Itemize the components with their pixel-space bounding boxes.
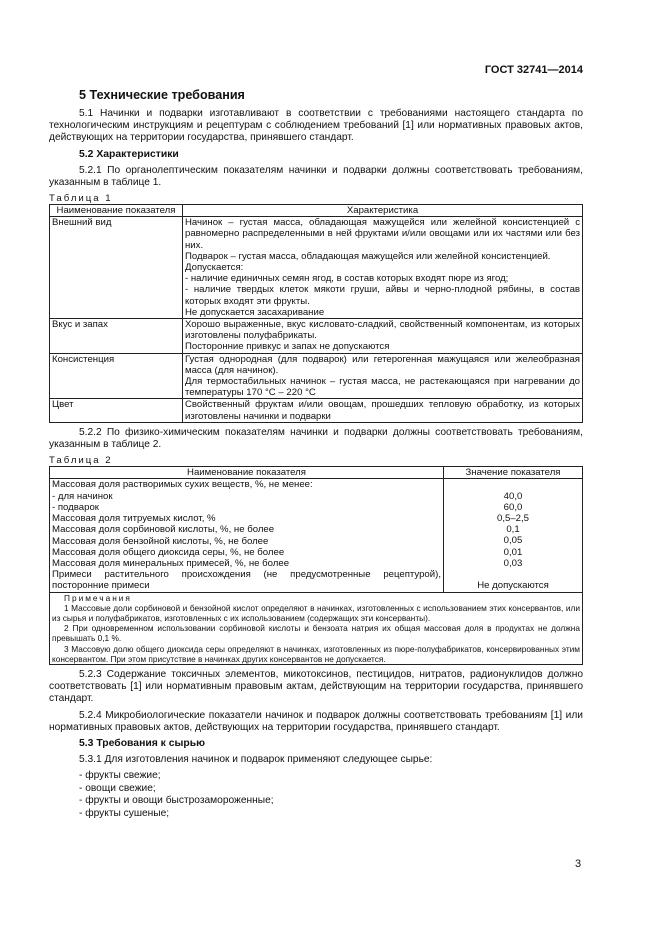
standard-header: ГОСТ 32741—2014 (484, 64, 583, 76)
paragraph-5-3-1: 5.3.1 Для изготовления начинок и подварок применяют следующее сырье: (79, 753, 433, 765)
table-1-header-characteristic: Характеристика (183, 205, 583, 217)
paragraph-5-2-1: 5.2.1 По органолептическим показателям начинки и подварки должны соответствовать требованиям, указанным в таблице 1. (49, 164, 583, 188)
table-2-name: Массовая доля минеральных примесей, %, не более (52, 557, 290, 569)
table-row (50, 319, 583, 354)
table-2 (49, 466, 583, 665)
table-1-line: Хорошо выраженные, вкус кисловато-сладкий, свойственный компонентам, из которых изготовлены полуфабрикаты. (185, 319, 580, 342)
table-2-notes (50, 592, 583, 664)
table-1-line: Подварок – густая масса, обладающая мажущейся или желейной консистенцией. (185, 250, 551, 262)
table-1-line: Не допускается засахаривание (185, 306, 325, 318)
table-2-value: 40,0 (503, 490, 523, 502)
table-1-line: Густая однородная (для подварок) или гетерогенная мажущаяся или желеобразная масса (для начинок). (185, 353, 580, 376)
table-2-header-value: Значение показателя (444, 467, 583, 479)
table-1-cell-name: Цвет (50, 399, 183, 422)
note-item: 2 При одновременном использовании сорбиновой кислоты и бензоата натрия их общая массовая доля в продуктах не должна превышать 0,1 %. (52, 623, 580, 644)
table-row (50, 479, 583, 592)
table-2-name: Массовая доля общего диоксида серы, %, не более (52, 546, 285, 558)
table-1-cell-characteristic (183, 353, 583, 399)
paragraph-5-1: 5.1 Начинки и подварки изготавливают в соответствии с требованиями настоящего стандарта по технологическим инструкциям и рецептурам с соблюдением требований [1] или нормативных правовых актов, действующих на территории государства, принявшего стандарт. (49, 108, 583, 144)
table-2-name: Массовая доля растворимых сухих веществ, %, не менее: (52, 479, 313, 491)
table-1-cell-name: Консистенция (50, 353, 183, 399)
list-item: - фрукты свежие; (79, 770, 161, 782)
table-row (50, 217, 583, 319)
table-2-name: Массовая доля титруемых кислот, % (52, 513, 216, 525)
table-2-caption: Таблица 2 (49, 455, 113, 467)
table-2-name: Массовая доля сорбиновой кислоты, %, не более (52, 524, 275, 536)
list-item: - фрукты сушеные; (79, 807, 170, 819)
section-5-title: 5 Технические требования (79, 88, 245, 102)
notes-title: Примечания (64, 592, 132, 603)
table-2-name: Массовая доля бензойной кислоты, %, не более (52, 535, 269, 547)
table-2-value: 0,01 (503, 546, 523, 558)
table-1-cell-characteristic (183, 217, 583, 319)
table-1-line: - наличие твердых клеток мякоти груши, айвы и черно-плодной рябины, в состав которых входят эти фрукты. (185, 284, 580, 307)
table-2-header-name: Наименование показателя (50, 467, 444, 479)
table-2-value: 0,03 (503, 557, 523, 569)
table-1-line: Посторонние привкус и запах не допускаются (185, 341, 390, 353)
table-2-impurity-value: Не допускаются (477, 580, 549, 592)
list-item: - овощи свежие; (79, 782, 156, 794)
table-1-header-name: Наименование показателя (50, 205, 183, 217)
table-2-header-row (50, 467, 583, 479)
table-2-impurity-name: Примеси растительного происхождения (не предусмотренные рецептурой), посторонние примеси (52, 569, 441, 592)
table-2-value-blank (446, 569, 580, 580)
paragraph-5-2-2: 5.2.2 По физико-химическим показателям начинки и подварки должны соответствовать требованиям, указанным в таблице 2. (49, 426, 583, 451)
table-1-line: Свойственный фруктам и/или овощам, прошедших тепловую обработку, из которых изготовлены начинки и подварки (185, 399, 580, 422)
table-2-values-cell (444, 479, 583, 592)
table-2-value: 0,05 (503, 535, 523, 547)
table-1-cell-characteristic (183, 319, 583, 354)
table-1-cell-name: Внешний вид (50, 217, 183, 319)
table-1-cell-name: Вкус и запах (50, 319, 183, 354)
list-item: - фрукты и овощи быстрозамороженные; (79, 795, 274, 807)
table-row (50, 399, 583, 422)
table-1-line: Начинок – густая масса, обладающая мажущейся или желейной консистенцией с равномерно распределенными в ней фруктами и/или овощами или их частями или без них. (185, 217, 580, 251)
table-2-notes-row (50, 592, 583, 664)
page-content (49, 88, 583, 821)
section-5-2-title: 5.2 Характеристики (79, 148, 179, 160)
paragraph-5-2-3: 5.2.3 Содержание токсичных элементов, микотоксинов, пестицидов, нитратов, радионуклидов должно соответствовать [1] или нормативным правовым актам, действующим на территории государства, принявшего стандарт. (49, 668, 583, 705)
table-1-line: - наличие единичных семян ягод, в состав которых входят пюре из ягод; (185, 273, 509, 285)
raw-materials-list (49, 770, 583, 820)
table-1-cell-characteristic (183, 399, 583, 422)
paragraph-5-2-4: 5.2.4 Микробиологические показатели начинок и подварок должны соответствовать требованиям [1] или нормативных правовых актов, действующих на территории государства, принявшего стандарт. (49, 709, 583, 733)
table-2-names-cell (50, 479, 444, 592)
table-row (50, 353, 583, 399)
table-2-value: 60,0 (503, 501, 523, 513)
note-item: 3 Массовую долю общего диоксида серы определяют в начинках, изготовленных из пюре-полуфабрикатов, консервированных этим консервантом. При этом присутствие в начинках других консервантов не допускается. (52, 643, 580, 664)
table-2-name: - для начинок (52, 490, 113, 502)
table-1-line: Допускается: (185, 262, 244, 274)
table-1 (49, 204, 583, 423)
section-5-3-title: 5.3 Требования к сырью (79, 737, 206, 749)
table-1-header-row (50, 205, 583, 217)
page-number: 3 (575, 858, 582, 870)
table-2-value: 0,5–2,5 (496, 513, 529, 525)
table-2-value (446, 479, 580, 490)
table-2-name: - подварок (52, 501, 99, 513)
table-2-value: 0,1 (506, 524, 520, 536)
table-1-caption: Таблица 1 (49, 193, 113, 205)
note-item: 1 Массовые доли сорбиновой и бензойной кислот определяют в начинках, изготовленных с использованием этих консервантов, или из сырья и полуфабрикатов, изготовленных с их использованием (содержащих эти консерванты). (52, 602, 580, 623)
table-1-line: Для термостабильных начинок – густая масса, не растекающаяся при нагревании до температуры 170 °С – 220 °С (185, 376, 580, 399)
